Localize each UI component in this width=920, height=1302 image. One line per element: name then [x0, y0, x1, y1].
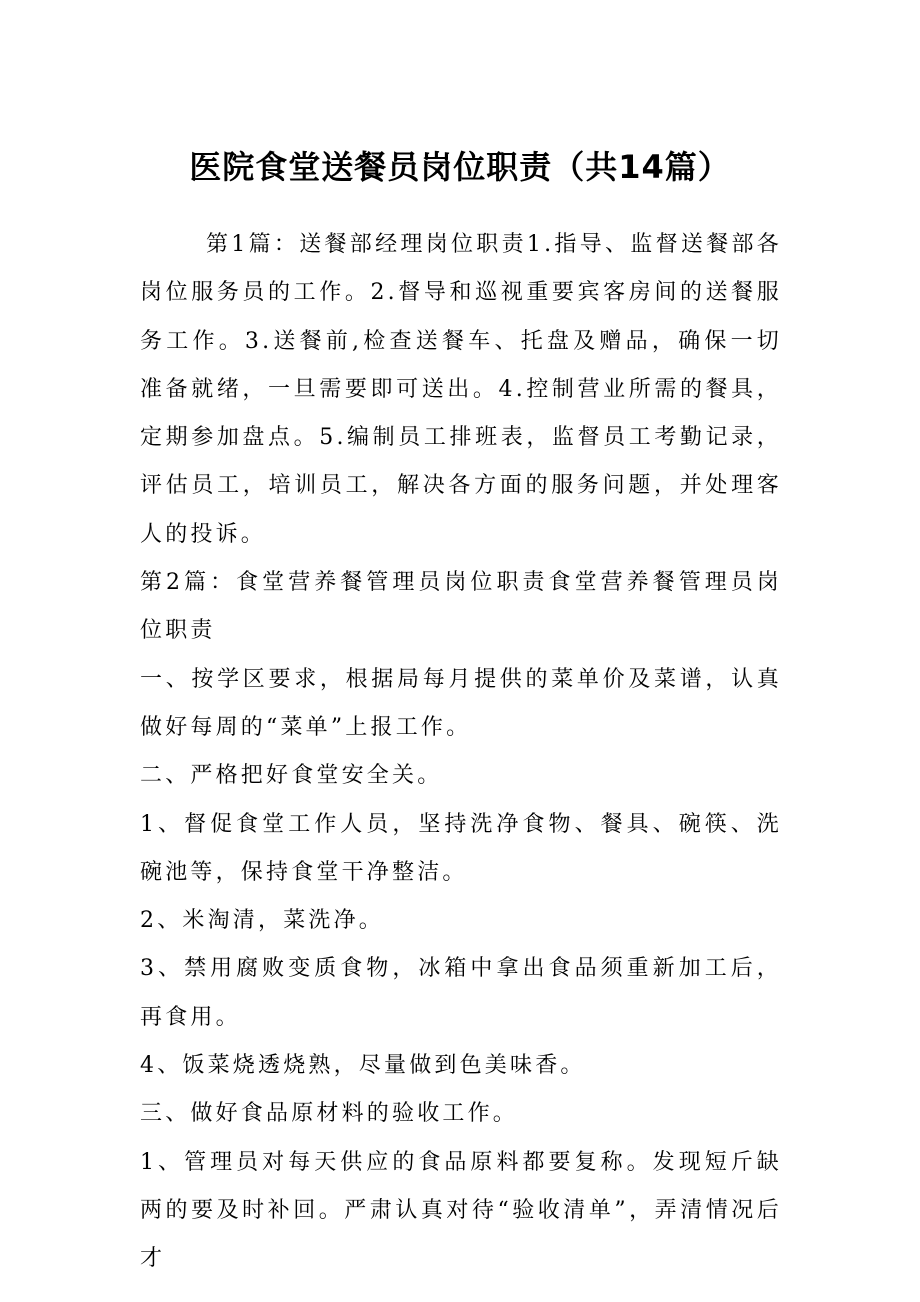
document-body	[140, 221, 782, 1284]
paragraph-4: 二、严格把好食堂安全关。	[140, 763, 443, 789]
paragraph-5: 1、督促食堂工作人员，坚持洗净食物、餐具、碗筷、洗碗池等，保持食堂干净整洁。	[140, 811, 782, 885]
paragraph-3: 一、按学区要求，根据局每月提供的菜单价及菜谱，认真做好每周的“菜单”上报工作。	[140, 666, 782, 740]
paragraph-1: 第1篇：送餐部经理岗位职责1.指导、监督送餐部各岗位服务员的工作。2.督导和巡视重要宾客房间的送餐服务工作。3.送餐前,检查送餐车、托盘及赠品，确保一切准备就绪，一旦需要即可送出。4.控制营业所需的餐具，定期参加盘点。5.编制员工排班表，监督员工考勤记录，评估员工，培训员工，解决各方面的服务问题，并处理客人的投诉。	[140, 232, 782, 547]
paragraph-7: 3、禁用腐败变质食物，冰箱中拿出食品须重新加工后，再食用。	[140, 956, 782, 1030]
paragraph-2: 第2篇：食堂营养餐管理员岗位职责食堂营养餐管理员岗位职责	[140, 570, 782, 644]
document-title: 医院食堂送餐员岗位职责（共14篇）	[189, 148, 731, 186]
paragraph-9: 三、做好食品原材料的验收工作。	[140, 1101, 519, 1127]
paragraph-10: 1、管理员对每天供应的食品原料都要复称。发现短斤缺两的要及时补回。严肃认真对待“验收清单”，弄清情况后才	[140, 1149, 782, 1272]
paragraph-8: 4、饭菜烧透烧熟，尽量做到色美味香。	[140, 1053, 586, 1079]
paragraph-6: 2、米淘清，菜洗净。	[140, 908, 384, 934]
